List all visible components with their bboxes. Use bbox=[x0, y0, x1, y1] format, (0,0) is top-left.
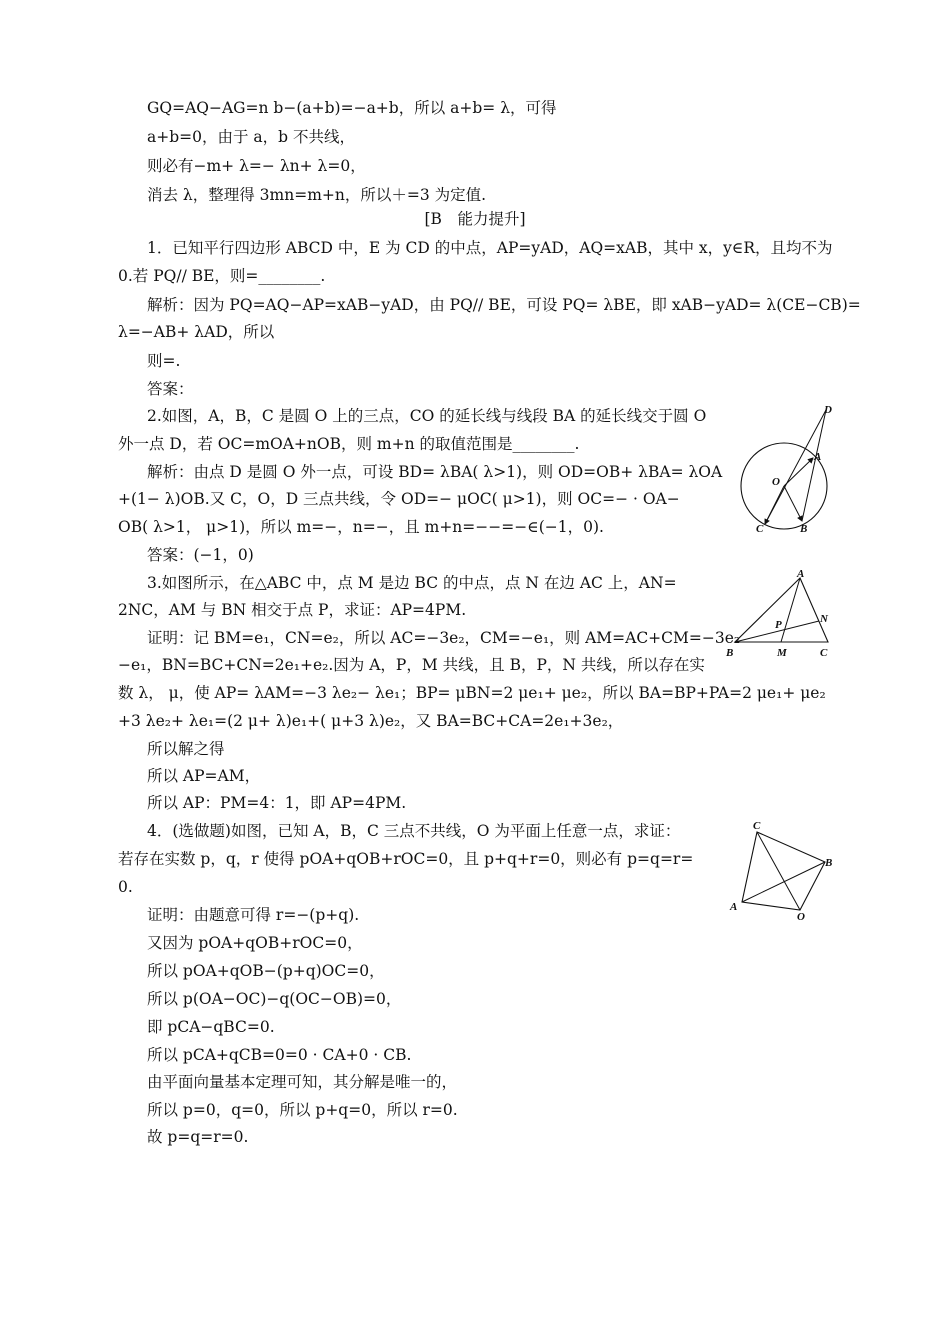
label-c: C bbox=[756, 523, 764, 535]
text-line: 3.如图所示，在△ABC 中，点 M 是边 BC 的中点，点 N 在边 AC 上，AN= bbox=[147, 574, 677, 592]
text-line: 0. bbox=[118, 878, 133, 896]
label-a: A bbox=[797, 568, 805, 580]
text-line: 证明：记 BM=e₁，CN=e₂，所以 AC=−3e₂，CM=−e₁，则 AM=AC+CM=−3e₂ bbox=[147, 629, 741, 647]
text-line: 数 λ， μ，使 AP= λAM=−3 λe₂− λe₁；BP= μBN=2 μe₁+ μe₂，所以 BA=BP+PA=2 μe₁+ μe₂ bbox=[118, 684, 826, 702]
label-b: B bbox=[800, 523, 808, 535]
label-c: C bbox=[820, 647, 828, 659]
text-line: 消去 λ，整理得 3mn=m+n，所以＋=3 为定值. bbox=[147, 186, 487, 204]
text-line: 又因为 pOA+qOB+rOC=0， bbox=[147, 934, 363, 952]
text-line: 所以 p=0，q=0，所以 p+q=0，所以 r=0. bbox=[147, 1101, 458, 1119]
text-line: 0.若 PQ// BE，则=________. bbox=[118, 267, 326, 285]
text-line: 则必有−m+ λ=− λn+ λ=0， bbox=[147, 157, 366, 175]
segment-co bbox=[757, 832, 800, 910]
figure-quadrilateral-diagram bbox=[725, 818, 840, 922]
text-line: 1．已知平行四边形 ABCD 中，E 为 CD 的中点，AP=yAD，AQ=xAB，其中 x，y∈R，且均不为 bbox=[147, 239, 833, 257]
text-line: 则=. bbox=[147, 352, 181, 370]
figure-triangle-diagram bbox=[720, 568, 842, 662]
label-c: C bbox=[753, 820, 761, 832]
label-b: B bbox=[726, 647, 734, 659]
label-n: N bbox=[820, 613, 828, 625]
text-line: 外一点 D，若 OC=mOA+nOB，则 m+n 的取值范围是________. bbox=[118, 435, 580, 453]
text-line: 故 p=q=r=0. bbox=[147, 1128, 249, 1146]
text-line: 2.如图，A，B，C 是圆 O 上的三点，CO 的延长线与线段 BA 的延长线交于圆 O bbox=[147, 407, 707, 425]
text-line: λ=−AB+ λAD，所以 bbox=[118, 323, 275, 341]
text-line: 4．(选做题)如图，已知 A，B，C 三点不共线，O 为平面上任意一点，求证： bbox=[147, 822, 681, 840]
label-a: A bbox=[814, 451, 822, 463]
text-line: 即 pCA−qBC=0. bbox=[147, 1018, 275, 1036]
label-a: A bbox=[730, 901, 738, 913]
label-b: B bbox=[825, 857, 833, 869]
text-line: 所以 p(OA−OC)−q(OC−OB)=0， bbox=[147, 990, 402, 1008]
text-line: −e₁，BN=BC+CN=2e₁+e₂.因为 A，P，M 共线，且 B，P，N 共线，所以存在实 bbox=[118, 656, 705, 674]
label-m: M bbox=[777, 647, 787, 659]
label-d: D bbox=[824, 404, 832, 416]
text-line: 所以 pCA+qCB=0=0 · CA+0 · CB. bbox=[147, 1046, 412, 1064]
triangle-abc bbox=[735, 578, 828, 642]
text-line: 由平面向量基本定理可知，其分解是唯一的， bbox=[147, 1073, 458, 1091]
label-p: P bbox=[775, 619, 782, 631]
text-line: 若存在实数 p，q，r 使得 pOA+qOB+rOC=0，且 p+q+r=0，则必有 p=q=r= bbox=[118, 850, 694, 868]
text-line: GQ=AQ−AG=n b−(a+b)=−a+b，所以 a+b= λ，可得 bbox=[147, 99, 557, 117]
segment-ba bbox=[742, 862, 825, 902]
segment-cd bbox=[765, 410, 826, 524]
vector-ob bbox=[784, 486, 802, 521]
text-line: 证明：由题意可得 r=−(p+q). bbox=[147, 906, 360, 924]
figure-circle-diagram bbox=[728, 398, 840, 540]
text-line: 答案：(−1，0) bbox=[147, 546, 254, 564]
section-heading: [B 能力提升] bbox=[424, 210, 526, 228]
text-line: 答案： bbox=[147, 380, 194, 398]
text-line: +3 λe₂+ λe₁=(2 μ+ λ)e₁+( μ+3 λ)e₂，又 BA=BC+CA=2e₁+3e₂， bbox=[118, 712, 624, 730]
text-line: 所以 AP：PM=4：1，即 AP=4PM. bbox=[147, 794, 407, 812]
text-line: OB( λ>1， μ>1)，所以 m=−，n=−，且 m+n=−−=−∈(−1，0). bbox=[118, 518, 604, 536]
label-o: O bbox=[772, 476, 780, 488]
text-line: 所以解之得 bbox=[147, 740, 225, 758]
text-line: 所以 AP=AM， bbox=[147, 767, 261, 785]
vector-oc bbox=[765, 486, 784, 524]
text-line: 解析：由点 D 是圆 O 外一点，可设 BD= λBA( λ>1)，则 OD=OB+ λBA= λOA bbox=[147, 463, 723, 481]
quad-cboa bbox=[742, 832, 825, 910]
text-line: +(1− λ)OB.又 C，O，D 三点共线，令 OD=− μOC( μ>1)，则 OC=− · OA− bbox=[118, 490, 680, 508]
text-line: 所以 pOA+qOB−(p+q)OC=0， bbox=[147, 962, 385, 980]
text-line: a+b=0，由于 a，b 不共线， bbox=[147, 128, 356, 146]
label-o: O bbox=[797, 911, 805, 922]
text-line: 2NC，AM 与 BN 相交于点 P，求证：AP=4PM. bbox=[118, 601, 467, 619]
text-line: 解析：因为 PQ=AQ−AP=xAB−yAD，由 PQ// BE，可设 PQ= λBE，即 xAB−yAD= λ(CE−CB)= bbox=[147, 296, 861, 314]
